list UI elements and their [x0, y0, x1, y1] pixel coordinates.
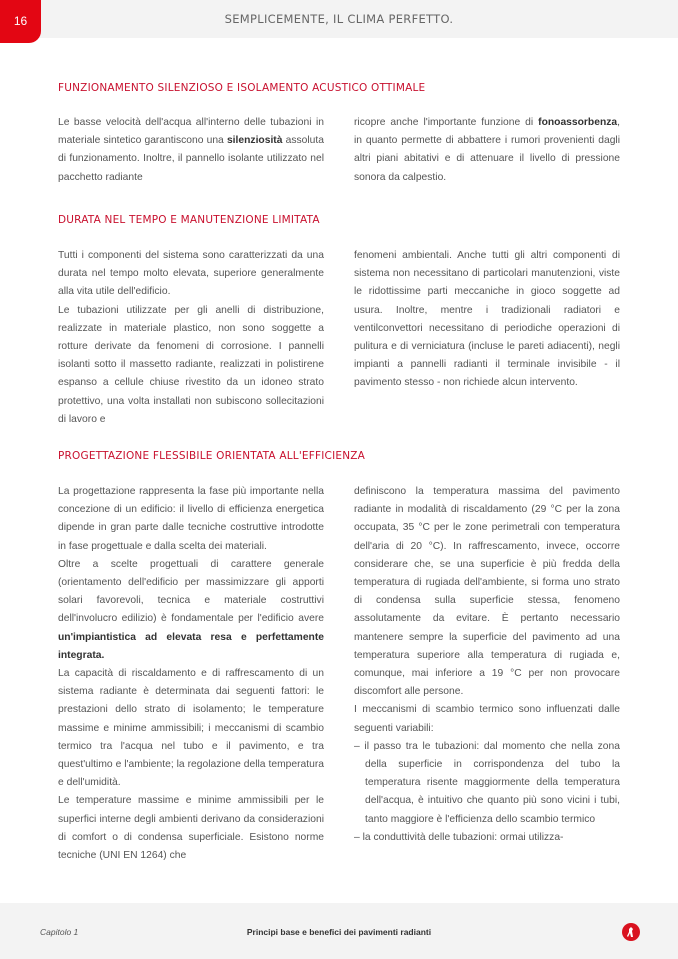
paragraph: [58, 556, 324, 665]
page-footer: [0, 903, 678, 959]
paragraph: [58, 114, 324, 187]
paragraph: Le temperature massime e minime ammissibili per le superfici interne degli ambienti derivano da considerazioni di comfort o di condensa superficiale. Esistono norme tecniche (UNI EN 1264) che: [58, 795, 324, 862]
section-3-left-column: [58, 483, 324, 865]
section-1-left-column: [58, 114, 324, 187]
section-title-silenzioso: FUNZIONAMENTO SILENZIOSO E ISOLAMENTO ACUSTICO OTTIMALE: [58, 82, 426, 94]
paragraph: fenomeni ambientali. Anche tutti gli altri componenti di sistema non necessitano di particolari manutenzioni, viste le ridottissime parti meccaniche in gioco soggette ad usura. Inoltre, mentre i tradizionali radiatori e ventilconvettori necessitano di periodiche operazioni di pulitura e di verniciatura (incluse le pareti adiacenti), negli impianti a pannelli radianti il terminale invisibile - il pavimento stesso - non richiede alcun intervento.: [354, 250, 620, 389]
paragraph: La progettazione rappresenta la fase più importante nella concezione di un edificio: il livello di efficienza energetica dipende in gran parte dalle tecniche costruttive introdotte in fase progettuale e dalla scelta dei materiali.: [58, 486, 324, 552]
list-item: – il passo tra le tubazioni: dal momento che nella zona della superficie in corrispondenza del tubo la temperatura risente maggiormente della temperatura dell'acqua, è intuitivo che quanto più sono vicini i tubi, tanto maggiore è l'efficienza dello scambio termico: [354, 740, 620, 825]
paragraph: Tutti i componenti del sistema sono caratterizzati da una durata nel tempo molto elevata, superiore generalmente alla vita utile dell'edificio.: [58, 250, 324, 298]
paragraph: [354, 114, 620, 187]
section-title-durata: DURATA NEL TEMPO E MANUTENZIONE LIMITATA: [58, 214, 320, 226]
page-number: 16: [13, 13, 28, 28]
paragraph: definiscono la temperatura massima del pavimento radiante in modalità di riscaldamento (29 °C per la zona occupata, 35 °C per le zone perimetrali con temperatura dell'aria di 20 °C). In raffrescamento, invece, occorre considerare che, se una superficie è più fredda della temperatura di rugiada dell'ambiente, si forma uno strato di condensa sulla superficie stessa, fenomeno assolutamente da evitare. È pertanto necessario mantenere sempre la superficie del pavimento ad una temperatura superiore alla temperatura di rugiada e, comunque, mai inferiore a 19 °C per non provocare discomfort alle persone.: [354, 486, 620, 698]
list-item: – la conduttività delle tubazioni: ormai utilizza-: [354, 831, 564, 843]
footer-chapter: Capitolo 1: [40, 927, 79, 937]
paragraph: I meccanismi di scambio termico sono influenzati dalle seguenti variabili:: [354, 704, 620, 734]
text: , in quanto permette di abbattere i rumori provenienti dagli altri piani abitativi e di attenuare il livello di pressione sonora da calpestio.: [354, 117, 620, 183]
text: ricopre anche l'importante funzione di: [354, 117, 539, 128]
section-2-right-column: [354, 247, 620, 393]
bold-text: fonoassorbenza: [538, 117, 618, 128]
paragraph: Le tubazioni utilizzate per gli anelli di distribuzione, realizzate in materiale plastico, non sono soggette a rotture derivate da fenomeni di corrosione. I pannelli isolanti sotto il massetto radiante, realizzati in polistirene espanso a cellule chiuse rivestito da un idoneo strato protettivo, una volta installati non subiscono sollecitazioni di lavoro e: [58, 304, 324, 425]
text: Le basse velocità dell'acqua all'interno delle tubazioni in materiale sintetico garantiscono una: [58, 117, 324, 147]
section-2-left-column: [58, 247, 324, 429]
section-3-right-column: [354, 483, 620, 847]
page-header: [0, 0, 678, 38]
section-title-progettazione: PROGETTAZIONE FLESSIBILE ORIENTATA ALL'EFFICIENZA: [58, 450, 366, 462]
text: Oltre a scelte progettuali di carattere generale (orientamento dell'edificio per massimizzare gli apporti solari favorevoli, tecnica e materiale costruttivi dell'involucro edilizio) è fondamentale per l'edificio avere: [58, 558, 324, 625]
bold-text: un'impiantistica ad elevata resa e perfettamente integrata.: [58, 631, 324, 661]
text: assoluta di funzionamento. Inoltre, il pannello isolante utilizzato nel pacchetto radiante: [58, 135, 324, 183]
running-header-title: SEMPLICEMENTE, IL CLIMA PERFETTO.: [224, 12, 454, 26]
section-1-right-column: [354, 114, 620, 187]
brand-logo-icon: [622, 923, 640, 941]
bold-text: silenziosità: [226, 135, 283, 147]
footer-title: Principi base e benefici dei pavimenti radianti: [246, 927, 432, 937]
paragraph: La capacità di riscaldamento e di raffrescamento di un sistema radiante è determinata dai seguenti fattori: le prestazioni dello strato di isolamento; le temperature massime e minime ammissibili; i meccanismi di scambio termico tra l'acqua nel tubo e il pavimento, e tra quest'ultimo e l'ambiente; la regolazione della temperatura e dell'umidità.: [58, 668, 324, 789]
figure-icon: [626, 926, 636, 938]
